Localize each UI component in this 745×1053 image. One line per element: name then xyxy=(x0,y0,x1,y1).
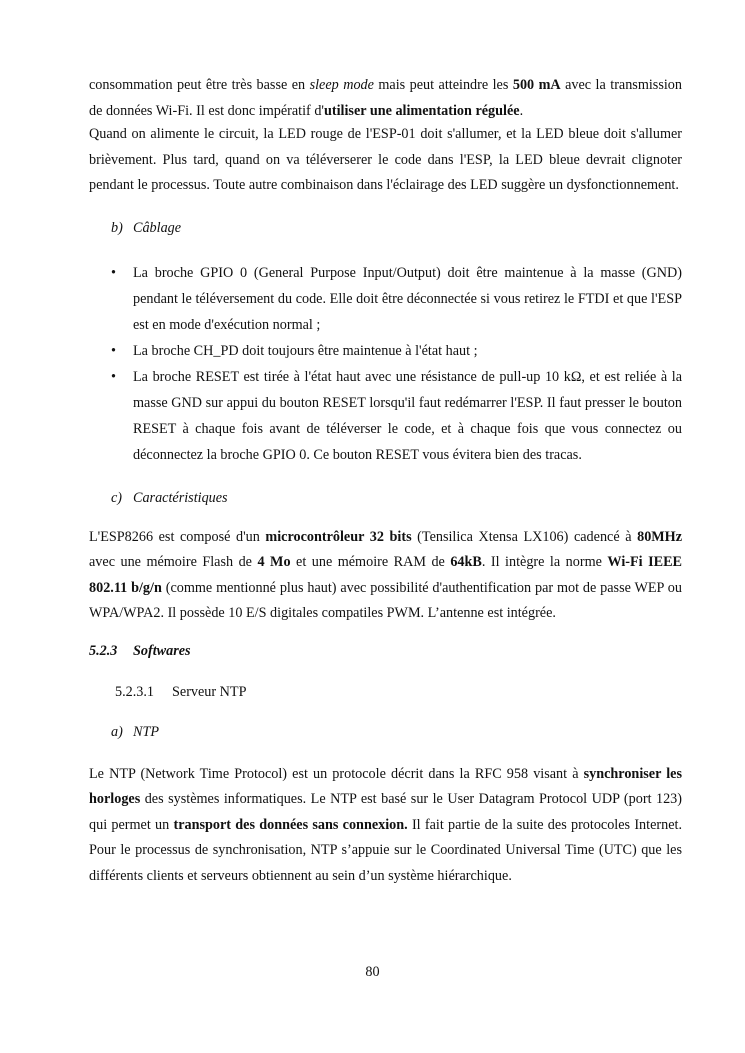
document-page xyxy=(89,73,682,889)
subheading-title: Câblage xyxy=(133,219,182,236)
paragraph-power: consommation peut être très basse en sleep mode mais peut atteindre les 500 mA avec la transmission de données Wi-Fi. Il est donc impératif d'utiliser une alimentation régulée. xyxy=(89,77,682,119)
subheading-title: Caractéristiques xyxy=(133,489,228,506)
paragraph-led: Quand on alimente le circuit, la LED rouge de l'ESP-01 doit s'allumer, et la LED bleue doit s'allumer brièvement. Plus tard, quand on va téléverserer le code dans l'ESP, la LED bleue devrait clignoter pendant le processus. Toute autre combinaison dans l'éclairage des LED suggère un dysfonctionnement. xyxy=(89,126,682,193)
subsection-title: Serveur NTP xyxy=(172,683,247,700)
subheading-title: NTP xyxy=(133,723,160,740)
paragraph-ntp: Le NTP (Network Time Protocol) est un protocole décrit dans la RFC 958 visant à synchroniser les horloges des systèmes informatiques. Le NTP est basé sur le User Datagram Protocol UDP (port 123) qui permet un transport des données sans connexion. Il fait partie de la suite des protocoles Internet. Pour le processus de synchronisation, NTP s’appuie sur le Coordinated Universal Time (UTC) que les différents clients et serveurs obtiennent au sein d’un système hiérarchique. xyxy=(89,765,682,884)
bullet-icon: • xyxy=(111,342,116,359)
paragraph-specs: L'ESP8266 est composé d'un microcontrôleur 32 bits (Tensilica Xtensa LX106) cadencé à 80MHz avec une mémoire Flash de 4 Mo et une mémoire RAM de 64kB. Il intègre la norme Wi-Fi IEEE 802.11 b/g/n (comme mentionné plus haut) avec possibilité d'authentification par mot de passe WEP ou WPA/WPA2. Il possède 10 E/S digitales compatiles PWM. L’antenne est intégrée. xyxy=(89,528,683,621)
subheading-label: b) xyxy=(111,219,123,236)
subheading-caracteristiques xyxy=(89,486,682,511)
subsection-heading-ntp-server xyxy=(89,682,682,702)
bullet-icon: • xyxy=(111,264,116,281)
subheading-label: c) xyxy=(111,489,123,506)
subheading-label: a) xyxy=(111,723,123,740)
subheading-cablage xyxy=(89,216,682,241)
subheading-ntp xyxy=(89,720,682,745)
section-number: 5.2.3 xyxy=(89,642,118,659)
page-number: 80 xyxy=(365,964,380,980)
section-heading-softwares xyxy=(89,641,682,661)
subsection-number: 5.2.3.1 xyxy=(115,683,155,700)
wiring-bullet-list xyxy=(89,260,682,468)
list-item: • La broche GPIO 0 (General Purpose Input/Output) doit être maintenue à la masse (GND) pendant le téléversement du code. Elle doit être déconnectée si vous retirez le FTDI et que l'ESP est en mode d'exécution normal ; xyxy=(89,260,682,338)
bullet-icon: • xyxy=(111,368,116,385)
list-item: • La broche RESET est tirée à l'état haut avec une résistance de pull-up 10 kΩ, et est reliée à la masse GND sur appui du bouton RESET lorsqu'il faut redémarrer l'ESP. Il faut presser le bouton RESET à chaque fois avant de téléverser le code, et à chaque fois que vous connectez ou déconnectez la broche GPIO 0. Ce bouton RESET vous évitera bien des tracas. xyxy=(89,364,682,468)
section-title: Softwares xyxy=(133,642,191,659)
list-item: • La broche CH_PD doit toujours être maintenue à l'état haut ; xyxy=(89,338,682,364)
